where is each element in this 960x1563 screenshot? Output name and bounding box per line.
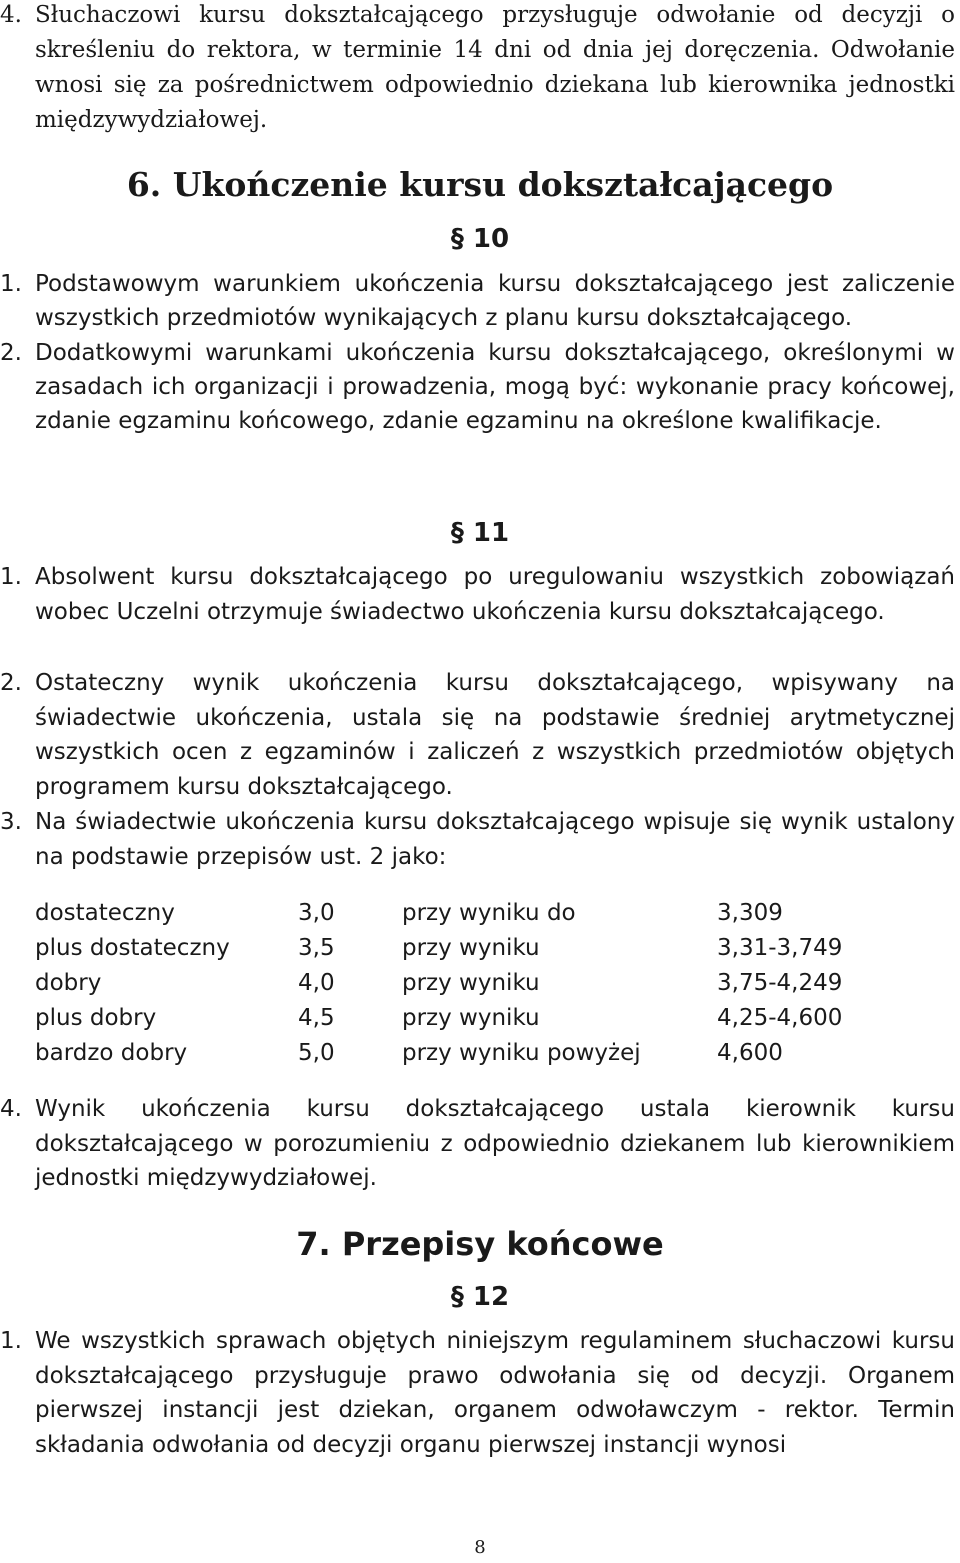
paragraph-text: Wynik ukończenia kursu dokształcającego ustala kierownik kursu dokształcającego w porozumieniu z odpowiednio dziekanem lub kierownikiem jednostki międzywydziałowej. (35, 1096, 955, 1191)
table-row (35, 930, 915, 965)
paragraph-text: We wszystkich sprawach objętych niniejszym regulaminem słuchaczowi kursu dokształcającego przysługuje prawo odwołania się od decyzji. Organem pierwszej instancji jest dziekan, organem odwoławczym - rektor. Termin składania odwołania od decyzji organu pierwszej instancji wynosi (35, 1328, 955, 1458)
grade-value: 5,0 (298, 1039, 335, 1066)
grade-range: 4,25-4,600 (717, 1004, 843, 1031)
item-number: 1. (0, 271, 22, 297)
paragraph-text: Na świadectwie ukończenia kursu dokształcającego wpisuje się wynik ustalony na podstawie przepisów ust. 2 jako: (35, 809, 955, 870)
paragraph-11-3 (0, 805, 955, 874)
table-row (35, 895, 915, 930)
item-number: 3. (0, 809, 22, 835)
grade-range: 3,75-4,249 (717, 969, 843, 996)
grade-value: 3,5 (298, 934, 335, 961)
paragraph-10-2 (0, 336, 955, 438)
grades-table (35, 895, 915, 1070)
grade-condition: przy wyniku do (402, 899, 576, 926)
paragraph-text: Podstawowym warunkiem ukończenia kursu dokształcającego jest zaliczenie wszystkich przedmiotów wynikających z planu kursu dokształcającego. (35, 271, 955, 331)
grade-name: plus dostateczny (35, 934, 230, 961)
item-number: 4. (0, 1096, 22, 1122)
table-row (35, 1000, 915, 1035)
item-number: 1. (0, 564, 22, 590)
grade-condition: przy wyniku powyżej (402, 1039, 641, 1066)
page-number: 8 (474, 1537, 486, 1558)
grade-value: 4,0 (298, 969, 335, 996)
grade-name: dostateczny (35, 899, 175, 926)
paragraph-12-1 (0, 1324, 955, 1462)
grade-condition: przy wyniku (402, 934, 540, 961)
item-number: 2. (0, 340, 22, 366)
paragraph-11-1 (0, 560, 955, 629)
table-row (35, 1035, 915, 1070)
paragraph-text: Ostateczny wynik ukończenia kursu dokształcającego, wpisywany na świadectwie ukończenia, ustala się na podstawie średniej arytmetycznej wszystkich ocen z egzaminów i zaliczeń z wszystkich przedmiotów objętych programem kursu dokształcającego. (35, 670, 955, 800)
table-row (35, 965, 915, 1000)
grade-value: 3,0 (298, 899, 335, 926)
grade-name: dobry (35, 969, 102, 996)
paragraph-11-4 (0, 1092, 955, 1196)
grade-name: bardzo dobry (35, 1039, 188, 1066)
grade-range: 3,309 (717, 899, 783, 926)
grade-value: 4,5 (298, 1004, 335, 1031)
section-sign-12: § 12 (450, 1282, 510, 1312)
grade-condition: przy wyniku (402, 969, 540, 996)
paragraph-text: Dodatkowymi warunkami ukończenia kursu dokształcającego, określonymi w zasadach ich organizacji i prowadzenia, mogą być: wykonanie pracy końcowej, zdanie egzaminu końcowego, zdanie egzaminu na określone kwalifikacje. (35, 340, 955, 434)
paragraph-11-2 (0, 666, 955, 804)
grade-range: 3,31-3,749 (717, 934, 843, 961)
grade-name: plus dobry (35, 1004, 157, 1031)
section-sign-11: § 11 (450, 518, 510, 548)
item-number: 4. (0, 2, 22, 28)
section-sign-10: § 10 (450, 224, 510, 254)
paragraph-text: Absolwent kursu dokształcającego po uregulowaniu wszystkich zobowiązań wobec Uczelni otrzymuje świadectwo ukończenia kursu dokształcającego. (35, 564, 955, 625)
grade-condition: przy wyniku (402, 1004, 540, 1031)
paragraph-4-appeal (0, 0, 955, 138)
grade-range: 4,600 (717, 1039, 783, 1066)
section-heading-7: 7. Przepisy końcowe (296, 1225, 664, 1263)
item-number: 2. (0, 670, 22, 696)
section-heading-6: 6. Ukończenie kursu dokształcającego (126, 165, 834, 204)
item-number: 1. (0, 1328, 22, 1354)
paragraph-text: Słuchaczowi kursu dokształcającego przysługuje odwołanie od decyzji o skreśleniu do rektora, w terminie 14 dni od dnia jej doręczenia. Odwołanie wnosi się za pośrednictwem odpowiednio dziekana lub kierownika jednostki międzywydziałowej. (35, 2, 955, 133)
paragraph-10-1 (0, 267, 955, 335)
